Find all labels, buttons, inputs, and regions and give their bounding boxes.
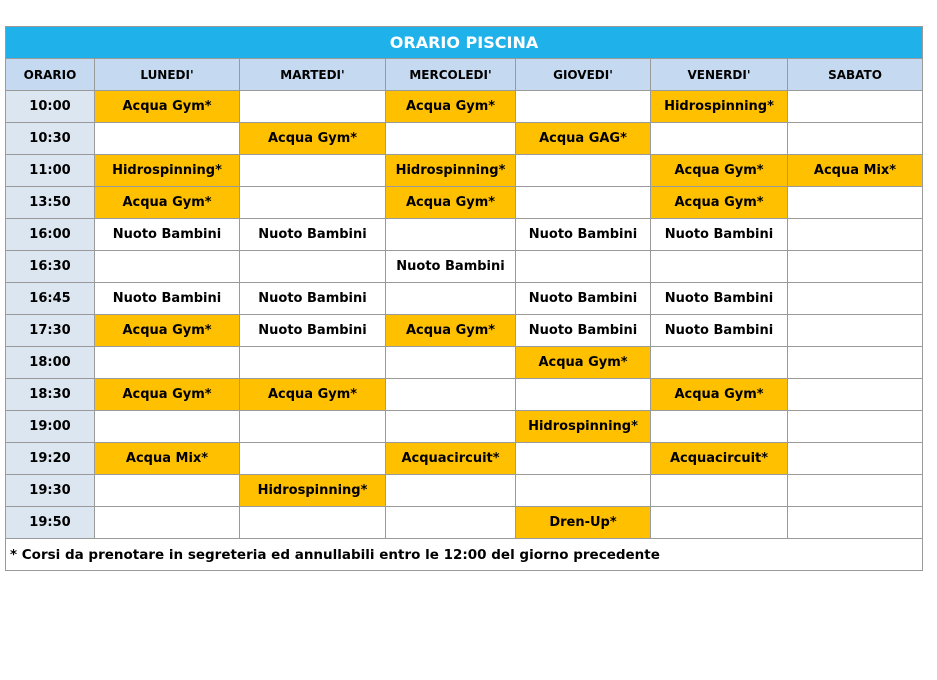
course-cell: Nuoto Bambini: [240, 283, 386, 315]
empty-cell: [788, 251, 923, 283]
empty-cell: [240, 155, 386, 187]
table-row: [6, 411, 923, 443]
empty-cell: [788, 219, 923, 251]
time-cell: 11:00: [6, 155, 95, 187]
column-header-day: GIOVEDI': [516, 59, 651, 91]
empty-cell: [651, 123, 788, 155]
table-row: [6, 283, 923, 315]
empty-cell: [240, 187, 386, 219]
empty-cell: [240, 347, 386, 379]
time-cell: 10:00: [6, 91, 95, 123]
empty-cell: [386, 411, 516, 443]
course-cell: Acqua Mix*: [788, 155, 923, 187]
empty-cell: [95, 475, 240, 507]
course-cell: Acqua Gym*: [240, 123, 386, 155]
empty-cell: [95, 507, 240, 539]
empty-cell: [651, 507, 788, 539]
course-cell: Nuoto Bambini: [516, 219, 651, 251]
empty-cell: [240, 443, 386, 475]
course-cell: Acqua Gym*: [95, 315, 240, 347]
empty-cell: [516, 155, 651, 187]
course-cell: Hidrospinning*: [651, 91, 788, 123]
empty-cell: [651, 411, 788, 443]
empty-cell: [95, 347, 240, 379]
empty-cell: [95, 123, 240, 155]
course-cell: Hidrospinning*: [95, 155, 240, 187]
course-cell: Nuoto Bambini: [516, 283, 651, 315]
table-row: [6, 315, 923, 347]
table-row: [6, 219, 923, 251]
title-row: [6, 27, 923, 59]
empty-cell: [240, 91, 386, 123]
empty-cell: [516, 475, 651, 507]
table-row: [6, 91, 923, 123]
empty-cell: [788, 379, 923, 411]
empty-cell: [386, 379, 516, 411]
empty-cell: [95, 251, 240, 283]
column-header-time: ORARIO: [6, 59, 95, 91]
schedule-table: [5, 26, 923, 571]
empty-cell: [240, 251, 386, 283]
header-row: [6, 59, 923, 91]
course-cell: Nuoto Bambini: [240, 219, 386, 251]
column-header-day: VENERDI': [651, 59, 788, 91]
footnote-row: [6, 539, 923, 571]
course-cell: Acqua Gym*: [95, 187, 240, 219]
empty-cell: [651, 475, 788, 507]
course-cell: Acqua Gym*: [386, 315, 516, 347]
time-cell: 19:50: [6, 507, 95, 539]
course-cell: Nuoto Bambini: [651, 315, 788, 347]
footnote: * Corsi da prenotare in segreteria ed annullabili entro le 12:00 del giorno precedente: [6, 539, 923, 571]
course-cell: Dren-Up*: [516, 507, 651, 539]
time-cell: 18:00: [6, 347, 95, 379]
time-cell: 16:45: [6, 283, 95, 315]
time-cell: 10:30: [6, 123, 95, 155]
empty-cell: [788, 315, 923, 347]
course-cell: Nuoto Bambini: [95, 219, 240, 251]
course-cell: Acqua Gym*: [651, 155, 788, 187]
empty-cell: [788, 347, 923, 379]
empty-cell: [788, 475, 923, 507]
empty-cell: [788, 91, 923, 123]
course-cell: Acqua Mix*: [95, 443, 240, 475]
time-cell: 19:30: [6, 475, 95, 507]
time-cell: 13:50: [6, 187, 95, 219]
course-cell: Acqua Gym*: [386, 91, 516, 123]
course-cell: Acqua Gym*: [95, 379, 240, 411]
table-row: [6, 155, 923, 187]
table-row: [6, 507, 923, 539]
empty-cell: [651, 347, 788, 379]
column-header-day: SABATO: [788, 59, 923, 91]
empty-cell: [516, 379, 651, 411]
empty-cell: [386, 475, 516, 507]
empty-cell: [788, 123, 923, 155]
table-row: [6, 475, 923, 507]
empty-cell: [788, 283, 923, 315]
empty-cell: [240, 507, 386, 539]
column-header-day: LUNEDI': [95, 59, 240, 91]
page-title: ORARIO PISCINA: [6, 27, 923, 59]
table-row: [6, 443, 923, 475]
course-cell: Acqua Gym*: [516, 347, 651, 379]
empty-cell: [516, 187, 651, 219]
empty-cell: [788, 507, 923, 539]
table-row: [6, 379, 923, 411]
course-cell: Acqua Gym*: [651, 379, 788, 411]
table-row: [6, 251, 923, 283]
empty-cell: [788, 411, 923, 443]
empty-cell: [516, 251, 651, 283]
empty-cell: [788, 443, 923, 475]
column-header-day: MERCOLEDI': [386, 59, 516, 91]
table-row: [6, 347, 923, 379]
table-row: [6, 187, 923, 219]
empty-cell: [386, 283, 516, 315]
course-cell: Acquacircuit*: [386, 443, 516, 475]
course-cell: Acqua Gym*: [651, 187, 788, 219]
empty-cell: [386, 347, 516, 379]
empty-cell: [95, 411, 240, 443]
empty-cell: [240, 411, 386, 443]
course-cell: Nuoto Bambini: [386, 251, 516, 283]
time-cell: 19:00: [6, 411, 95, 443]
course-cell: Acquacircuit*: [651, 443, 788, 475]
course-cell: Acqua Gym*: [386, 187, 516, 219]
schedule-body: [6, 91, 923, 539]
empty-cell: [788, 187, 923, 219]
course-cell: Hidrospinning*: [516, 411, 651, 443]
course-cell: Acqua Gym*: [240, 379, 386, 411]
time-cell: 19:20: [6, 443, 95, 475]
empty-cell: [651, 251, 788, 283]
empty-cell: [516, 443, 651, 475]
course-cell: Acqua Gym*: [95, 91, 240, 123]
empty-cell: [386, 123, 516, 155]
course-cell: Nuoto Bambini: [651, 283, 788, 315]
course-cell: Hidrospinning*: [386, 155, 516, 187]
time-cell: 17:30: [6, 315, 95, 347]
course-cell: Hidrospinning*: [240, 475, 386, 507]
course-cell: Nuoto Bambini: [240, 315, 386, 347]
course-cell: Nuoto Bambini: [516, 315, 651, 347]
column-header-day: MARTEDI': [240, 59, 386, 91]
time-cell: 16:30: [6, 251, 95, 283]
time-cell: 16:00: [6, 219, 95, 251]
empty-cell: [386, 219, 516, 251]
course-cell: Nuoto Bambini: [95, 283, 240, 315]
time-cell: 18:30: [6, 379, 95, 411]
course-cell: Nuoto Bambini: [651, 219, 788, 251]
course-cell: Acqua GAG*: [516, 123, 651, 155]
table-row: [6, 123, 923, 155]
empty-cell: [516, 91, 651, 123]
empty-cell: [386, 507, 516, 539]
